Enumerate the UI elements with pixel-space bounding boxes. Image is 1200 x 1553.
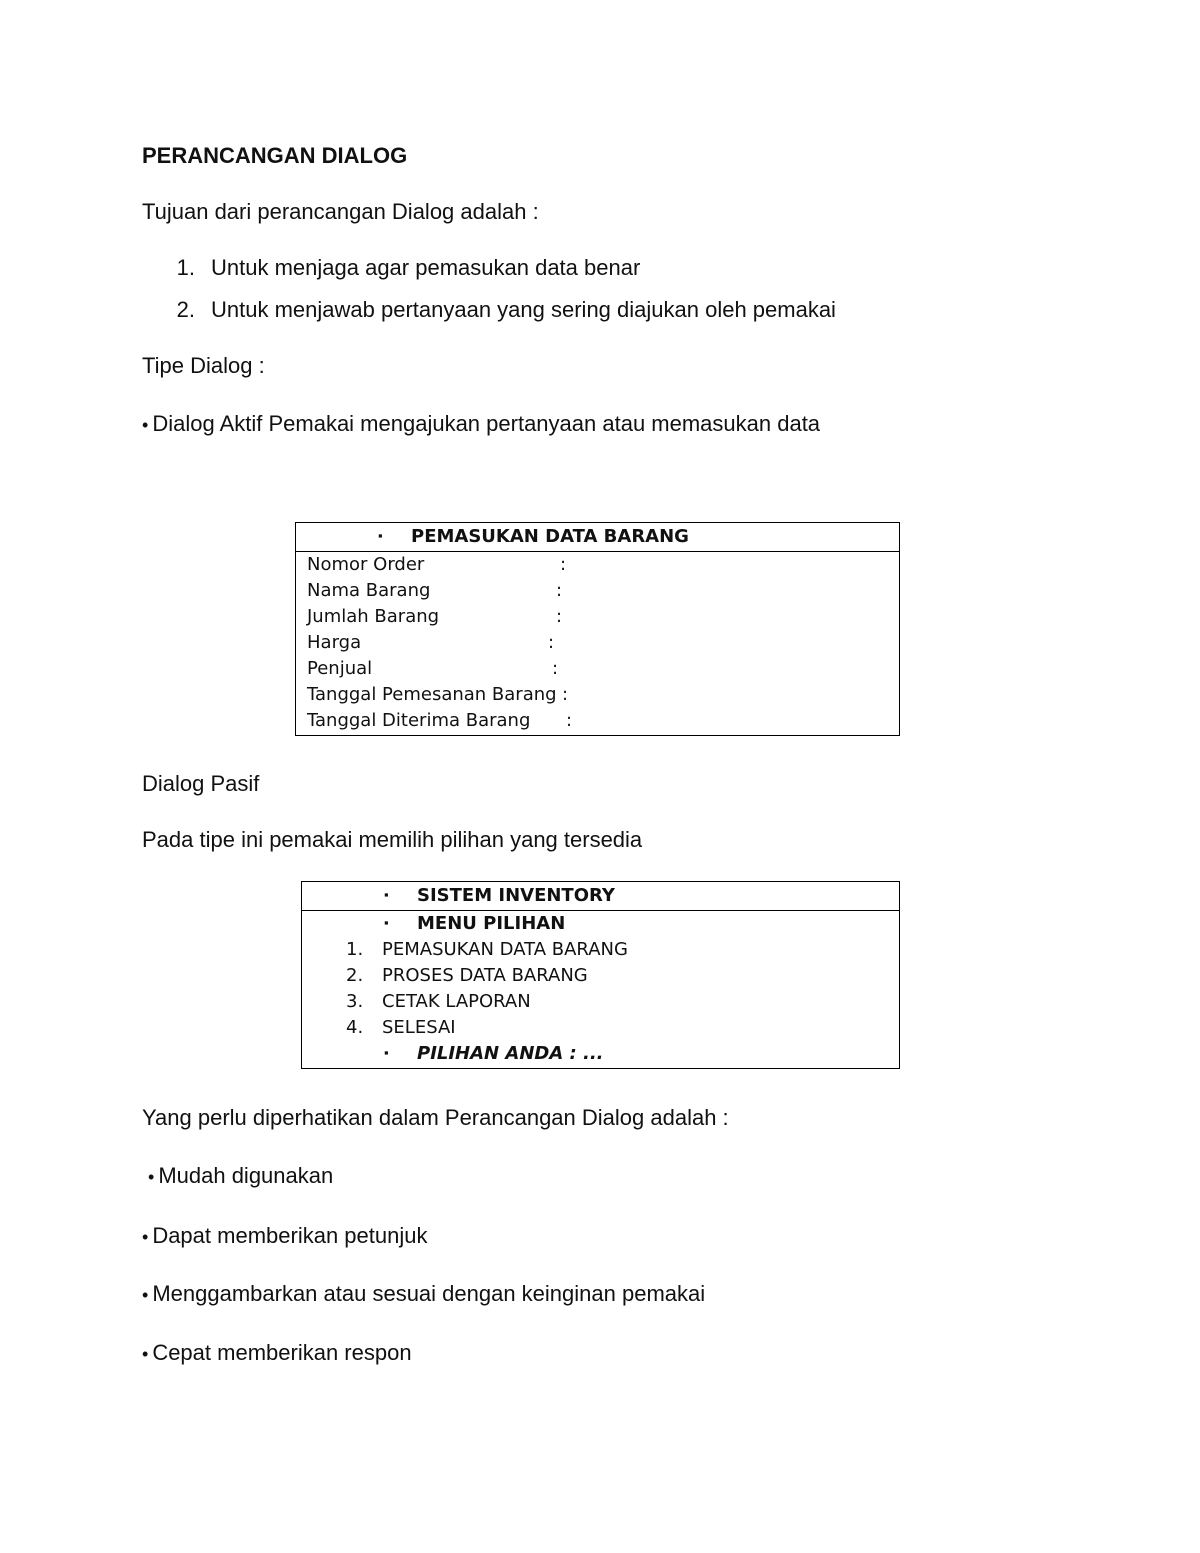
criteria-text: Cepat memberikan respon <box>152 1340 412 1365</box>
menu-item-number: 4. <box>346 1017 364 1038</box>
criteria-item <box>142 1281 705 1308</box>
goal-item: Untuk menjawab pertanyaan yang sering diajukan oleh pemakai <box>211 297 836 322</box>
form-field-colon: : <box>562 684 569 705</box>
menu-box-header <box>302 882 899 911</box>
menu-item: CETAK LAPORAN <box>382 991 531 1012</box>
menu-box-title: SISTEM INVENTORY <box>417 885 615 906</box>
form-box-header <box>296 523 899 552</box>
form-field-label: Jumlah Barang <box>307 606 440 627</box>
dialog-pasif-heading: Dialog Pasif <box>142 771 260 796</box>
dialog-pasif-desc: Pada tipe ini pemakai memilih pilihan yang tersedia <box>142 827 643 852</box>
criteria-item <box>142 1340 412 1367</box>
bullet-icon: • <box>142 1227 149 1247</box>
menu-item-number: 3. <box>346 991 364 1012</box>
menu-item: SELESAI <box>382 1017 456 1038</box>
square-bullet-icon: ▪ <box>378 528 383 543</box>
menu-prompt: PILIHAN ANDA : ... <box>417 1043 604 1064</box>
form-field-colon: : <box>560 554 567 575</box>
form-field-label: Penjual <box>307 658 373 679</box>
menu-item: PROSES DATA BARANG <box>382 965 588 986</box>
bullet-icon: • <box>142 1285 149 1305</box>
page-title: PERANCANGAN DIALOG <box>142 143 408 168</box>
goal-number: 1. <box>176 255 195 280</box>
bullet-icon: • <box>148 1167 155 1187</box>
form-field-label: Tanggal Diterima Barang <box>307 710 531 731</box>
form-field-label: Nomor Order <box>307 554 425 575</box>
square-bullet-icon: ▪ <box>384 915 389 930</box>
form-box <box>295 522 900 736</box>
goal-item: Untuk menjaga agar pemasukan data benar <box>211 255 641 280</box>
criteria-item <box>148 1163 333 1190</box>
dialog-aktif-text: Dialog Aktif Pemakai mengajukan pertanyaan atau memasukan data <box>152 411 821 436</box>
form-field-colon: : <box>548 632 555 653</box>
perhatikan-heading: Yang perlu diperhatikan dalam Perancangan Dialog adalah : <box>142 1105 729 1130</box>
tipe-dialog-heading: Tipe Dialog : <box>142 353 265 378</box>
criteria-item <box>142 1223 427 1250</box>
square-bullet-icon: ▪ <box>384 887 389 902</box>
form-field-colon: : <box>552 658 559 679</box>
menu-item: PEMASUKAN DATA BARANG <box>382 939 628 960</box>
form-field-label: Tanggal Pemesanan Barang <box>307 684 557 705</box>
form-field-colon: : <box>566 710 573 731</box>
criteria-text: Dapat memberikan petunjuk <box>152 1223 428 1248</box>
menu-item-number: 1. <box>346 939 364 960</box>
menu-box <box>301 881 900 1069</box>
criteria-text: Menggambarkan atau sesuai dengan keinginan pemakai <box>152 1281 706 1306</box>
form-field-colon: : <box>556 606 563 627</box>
criteria-text: Mudah digunakan <box>158 1163 334 1188</box>
intro-text: Tujuan dari perancangan Dialog adalah : <box>142 199 539 224</box>
menu-subtitle: MENU PILIHAN <box>417 913 566 934</box>
dialog-aktif-bullet <box>142 411 820 438</box>
goal-number: 2. <box>176 297 195 322</box>
bullet-icon: • <box>142 415 149 435</box>
form-field-label: Harga <box>307 632 362 653</box>
form-field-colon: : <box>556 580 563 601</box>
form-field-label: Nama Barang <box>307 580 431 601</box>
menu-item-number: 2. <box>346 965 364 986</box>
form-box-title: PEMASUKAN DATA BARANG <box>411 526 689 547</box>
bullet-icon: • <box>142 1344 149 1364</box>
square-bullet-icon: ▪ <box>384 1045 389 1060</box>
